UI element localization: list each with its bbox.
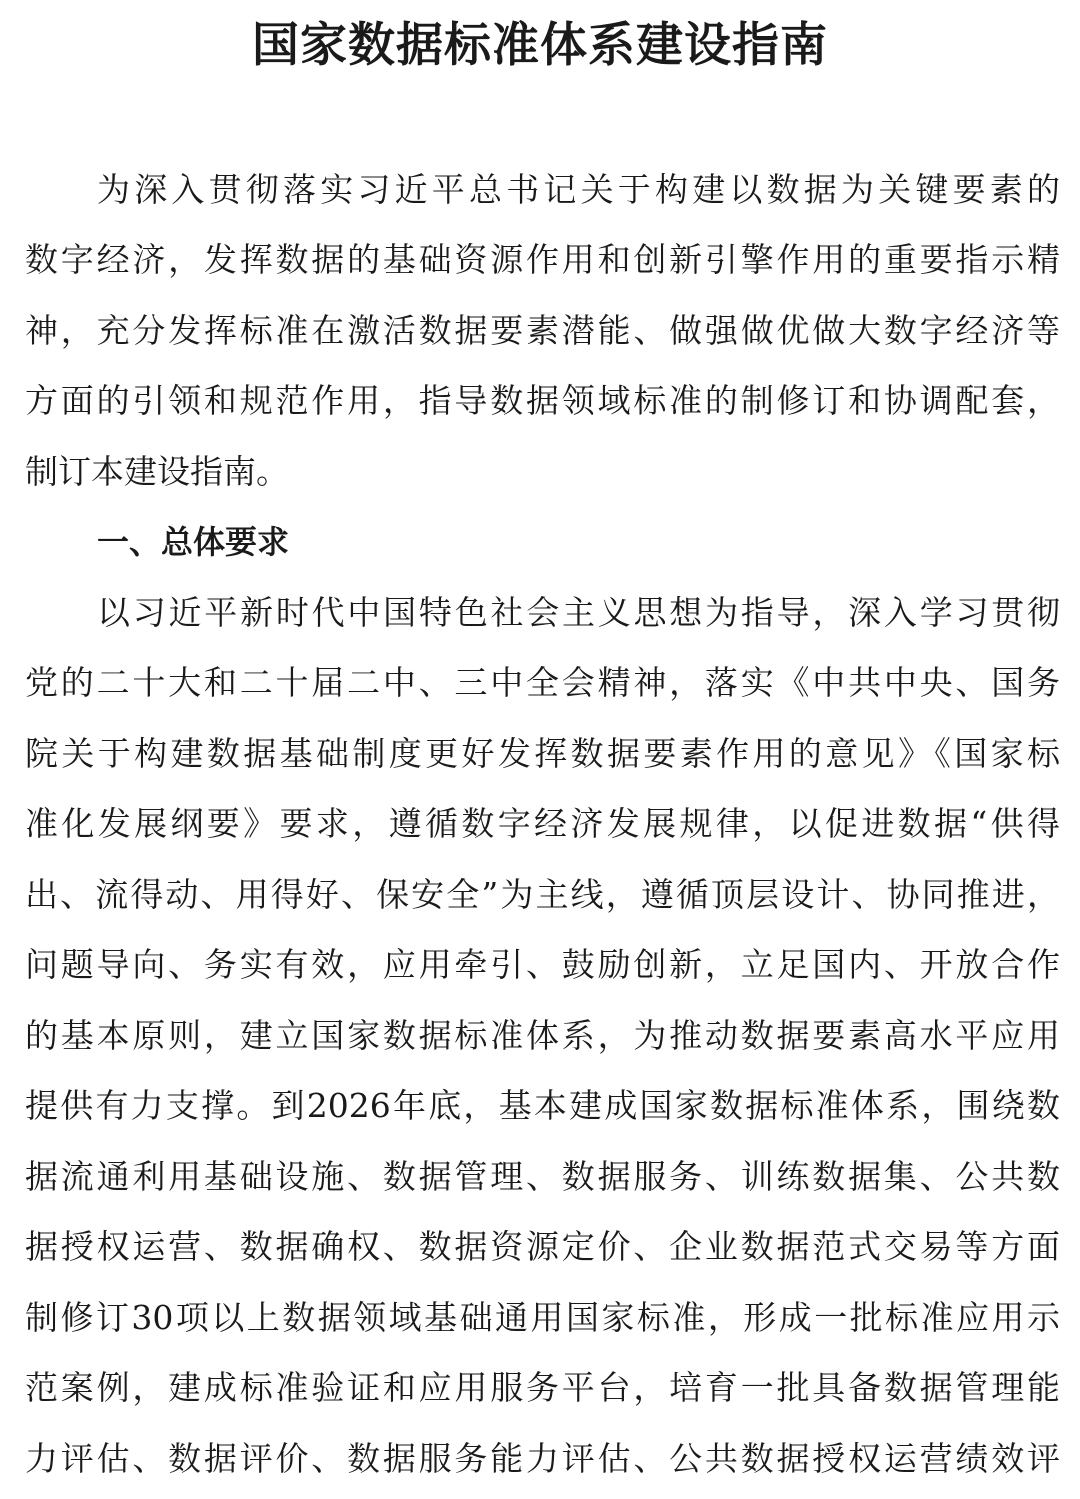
- paragraph-line: 提供有力支撑。到2026年底，基本建成国家数据标准体系，围绕数: [25, 1086, 1060, 1125]
- paragraph-line: 准化发展纲要》要求，遵循数字经济发展规律，以促进数据“供得: [25, 804, 1060, 843]
- paragraph-line: 神，充分发挥标准在激活数据要素潜能、做强做优做大数字经济等: [25, 311, 1060, 350]
- paragraph-line: 问题导向、务实有效，应用牵引、鼓励创新，立足国内、开放合作: [25, 945, 1060, 984]
- paragraph-line: 范案例，建成标准验证和应用服务平台，培育一批具备数据管理能: [25, 1368, 1060, 1407]
- paragraph-line: 的基本原则，建立国家数据标准体系，为推动数据要素高水平应用: [25, 1016, 1060, 1055]
- paragraph-line: 方面的引领和规范作用，指导数据领域标准的制修订和协调配套，: [25, 381, 1060, 420]
- paragraph-line: 以习近平新时代中国特色社会主义思想为指导，深入学习贯彻: [97, 593, 1060, 632]
- document-title: 国家数据标准体系建设指南: [252, 18, 828, 73]
- paragraph-line: 力评估、数据评价、数据服务能力评估、公共数据授权运营绩效评: [25, 1439, 1060, 1478]
- paragraph-line: 制订本建设指南。: [25, 452, 289, 491]
- paragraph-line: 党的二十大和二十届二中、三中全会精神，落实《中共中央、国务: [25, 663, 1060, 702]
- paragraph-line: 据流通利用基础设施、数据管理、数据服务、训练数据集、公共数: [25, 1157, 1060, 1196]
- paragraph-line: 院关于构建数据基础制度更好发挥数据要素作用的意见》《国家标: [25, 734, 1060, 773]
- paragraph-line: 为深入贯彻落实习近平总书记关于构建以数据为关键要素的: [97, 170, 1060, 209]
- paragraph-line: 制修订30项以上数据领域基础通用国家标准，形成一批标准应用示: [25, 1298, 1060, 1337]
- section-heading: 一、总体要求: [97, 523, 290, 561]
- paragraph-line: 出、流得动、用得好、保安全”为主线，遵循顶层设计、协同推进，: [25, 875, 1060, 914]
- paragraph-line: 数字经济，发挥数据的基础资源作用和创新引擎作用的重要指示精: [25, 240, 1060, 279]
- paragraph-line: 据授权运营、数据确权、数据资源定价、企业数据范式交易等方面: [25, 1227, 1060, 1266]
